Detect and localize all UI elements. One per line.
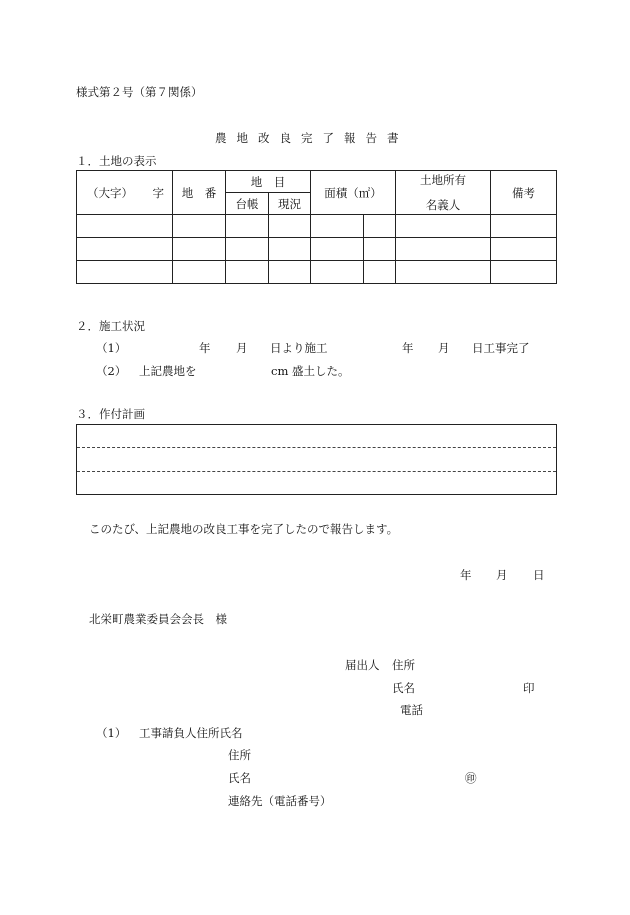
header-oaza: （大字） [87, 185, 133, 200]
table-cell[interactable] [364, 215, 396, 238]
header-chiban: 地 番 [173, 171, 226, 215]
header-aza: 字 [152, 185, 164, 200]
table-cell[interactable] [77, 215, 173, 238]
table-cell[interactable] [491, 215, 557, 238]
addressee: 北栄町農業委員会会長 様 [89, 612, 227, 626]
header-daicho: 台帳 [226, 193, 269, 215]
date-day: 日 [533, 568, 545, 582]
item1-day-start: 日より施工 [270, 341, 328, 355]
header-remarks: 備考 [491, 171, 557, 215]
dashed-line [77, 447, 556, 448]
table-cell[interactable] [311, 238, 364, 261]
applicant-phone-label: 電話 [400, 703, 423, 717]
table-cell[interactable] [77, 238, 173, 261]
contractor-contact-label: 連絡先（電話番号） [228, 794, 332, 808]
item1-year-start: 年 [199, 341, 211, 355]
table-cell[interactable] [269, 215, 311, 238]
table-cell[interactable] [269, 238, 311, 261]
table-cell[interactable] [396, 261, 491, 284]
table-cell[interactable] [311, 215, 364, 238]
table-cell[interactable] [173, 261, 226, 284]
contractor-number: （1） [96, 726, 127, 740]
table-cell[interactable] [226, 238, 269, 261]
item2-text-end: cm 盛土した。 [271, 364, 350, 378]
table-cell[interactable] [226, 215, 269, 238]
table-row [77, 215, 557, 238]
header-menseki: 面積（㎡） [311, 171, 396, 215]
table-cell[interactable] [173, 238, 226, 261]
section1-heading: １．土地の表示 [76, 154, 157, 168]
table-row [77, 238, 557, 261]
item1-year-end: 年 [402, 341, 414, 355]
table-cell[interactable] [396, 238, 491, 261]
table-row [77, 261, 557, 284]
item1-day-end: 日工事完了 [472, 341, 530, 355]
item1-month-end: 月 [438, 341, 450, 355]
item1-month-start: 月 [236, 341, 248, 355]
statement-text: このたび、上記農地の改良工事を完了したので報告します。 [89, 522, 399, 536]
table-cell[interactable] [364, 261, 396, 284]
header-genkyo: 現況 [269, 193, 311, 215]
form-number: 様式第２号（第７関係） [76, 85, 203, 99]
table-cell[interactable] [311, 261, 364, 284]
applicant-seal: 印 [523, 681, 535, 695]
table-cell[interactable] [269, 261, 311, 284]
date-year: 年 [460, 568, 472, 582]
table-cell[interactable] [491, 238, 557, 261]
table-cell[interactable] [491, 261, 557, 284]
header-owner-line2: 名義人 [425, 198, 461, 212]
item2-text-start: 上記農地を [139, 364, 197, 378]
planting-plan-box[interactable] [76, 424, 557, 495]
header-owner [396, 171, 491, 215]
document-title: 農地改良完了報告書 [215, 131, 409, 145]
applicant-label: 届出人 [345, 658, 380, 672]
land-table [76, 170, 557, 284]
table-cell[interactable] [364, 238, 396, 261]
section2-heading: ２．施工状況 [76, 319, 145, 333]
applicant-name-label: 氏名 [392, 681, 415, 695]
contractor-name-label: 氏名 [228, 771, 251, 785]
section3-heading: ３．作付計画 [76, 407, 145, 421]
date-month: 月 [496, 568, 508, 582]
header-chimoku: 地 目 [226, 171, 311, 193]
item2-number: （2） [96, 364, 127, 378]
applicant-address-label: 住所 [392, 658, 415, 672]
item1-number: （1） [96, 341, 127, 355]
dashed-line [77, 471, 556, 472]
table-cell[interactable] [77, 261, 173, 284]
table-cell[interactable] [173, 215, 226, 238]
contractor-seal-icon: ㊞ [465, 771, 477, 785]
contractor-label: 工事請負人住所氏名 [139, 726, 243, 740]
header-oaza-aza [77, 171, 173, 215]
header-owner-line1: 土地所有 [420, 173, 466, 187]
table-cell[interactable] [396, 215, 491, 238]
contractor-address-label: 住所 [228, 748, 251, 762]
table-cell[interactable] [226, 261, 269, 284]
